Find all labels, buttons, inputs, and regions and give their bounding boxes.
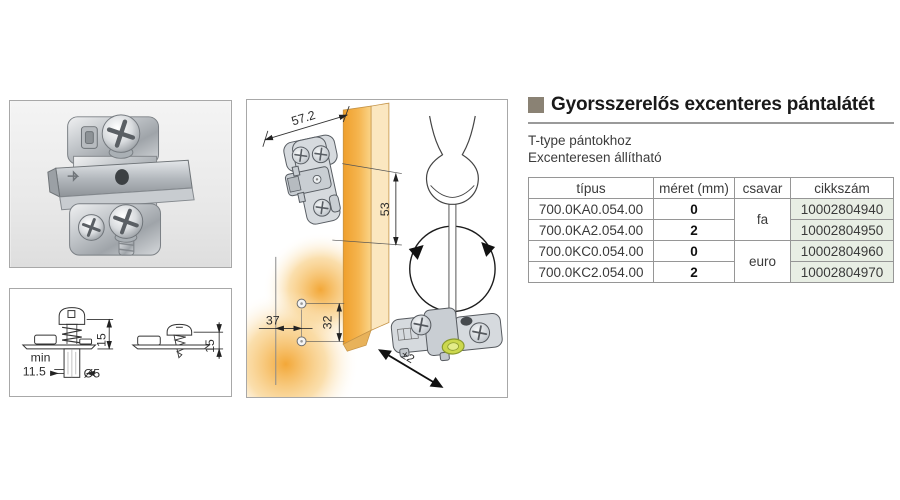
cell-cikkszam: 10002804950: [791, 220, 894, 241]
col-header-cikkszam: cikkszám: [791, 178, 894, 199]
subtitle: [528, 132, 894, 166]
title-row: [528, 94, 894, 124]
title-square-icon: [528, 97, 544, 113]
dim-height: 53: [377, 202, 392, 217]
installation-diagram-box: [246, 99, 508, 398]
info-column: [528, 94, 894, 283]
cell-meret: 0: [654, 199, 735, 220]
subtitle-line-2: Excenteresen állítható: [528, 150, 662, 165]
dim-15-right: 15: [203, 339, 218, 353]
cell-cikkszam: 10002804960: [791, 241, 894, 262]
dim-adjust: ±2: [398, 347, 418, 367]
board: [343, 103, 389, 351]
table-row: [529, 220, 894, 241]
col-header-meret: méret (mm): [654, 178, 735, 199]
col-header-tipus: típus: [529, 178, 654, 199]
side-view-box: [9, 288, 232, 397]
side-view-drawing: [10, 289, 231, 396]
page-title: Gyorsszerelős excenteres pántalátét: [551, 94, 875, 115]
cell-tipus: 700.0KA0.054.00: [529, 199, 654, 220]
side-view-right: [133, 324, 210, 357]
cell-meret: 2: [654, 220, 735, 241]
product-photo-box: [9, 100, 232, 268]
table-row: [529, 241, 894, 262]
plate-front-view: [278, 133, 350, 228]
cell-csavar-fa: fa: [735, 199, 791, 241]
cell-cikkszam: 10002804970: [791, 262, 894, 283]
cell-tipus: 700.0KA2.054.00: [529, 220, 654, 241]
product-photo: [10, 101, 231, 267]
cell-cikkszam: 10002804940: [791, 199, 894, 220]
dim-hole-horiz: 37: [265, 313, 280, 328]
table-header-row: [529, 178, 894, 199]
cell-tipus: 700.0KC2.054.00: [529, 262, 654, 283]
table-row: [529, 199, 894, 220]
product-table: [528, 177, 894, 283]
dim-15-left: 15: [94, 333, 109, 347]
installation-diagram: [247, 100, 507, 397]
dim-hole-vert: 32: [320, 315, 335, 330]
cell-tipus: 700.0KC0.054.00: [529, 241, 654, 262]
col-header-csavar: csavar: [735, 178, 791, 199]
table-row: [529, 262, 894, 283]
dim-width: 57.2: [289, 107, 317, 129]
cell-meret: 0: [654, 241, 735, 262]
dim-dowel-dia: Ø5: [83, 366, 101, 381]
subtitle-line-1: T-type pántokhoz: [528, 133, 632, 148]
dim-min-value: 11.5: [22, 364, 46, 379]
dim-min-label: min: [30, 350, 51, 365]
cell-csavar-euro: euro: [735, 241, 791, 283]
cell-meret: 2: [654, 262, 735, 283]
